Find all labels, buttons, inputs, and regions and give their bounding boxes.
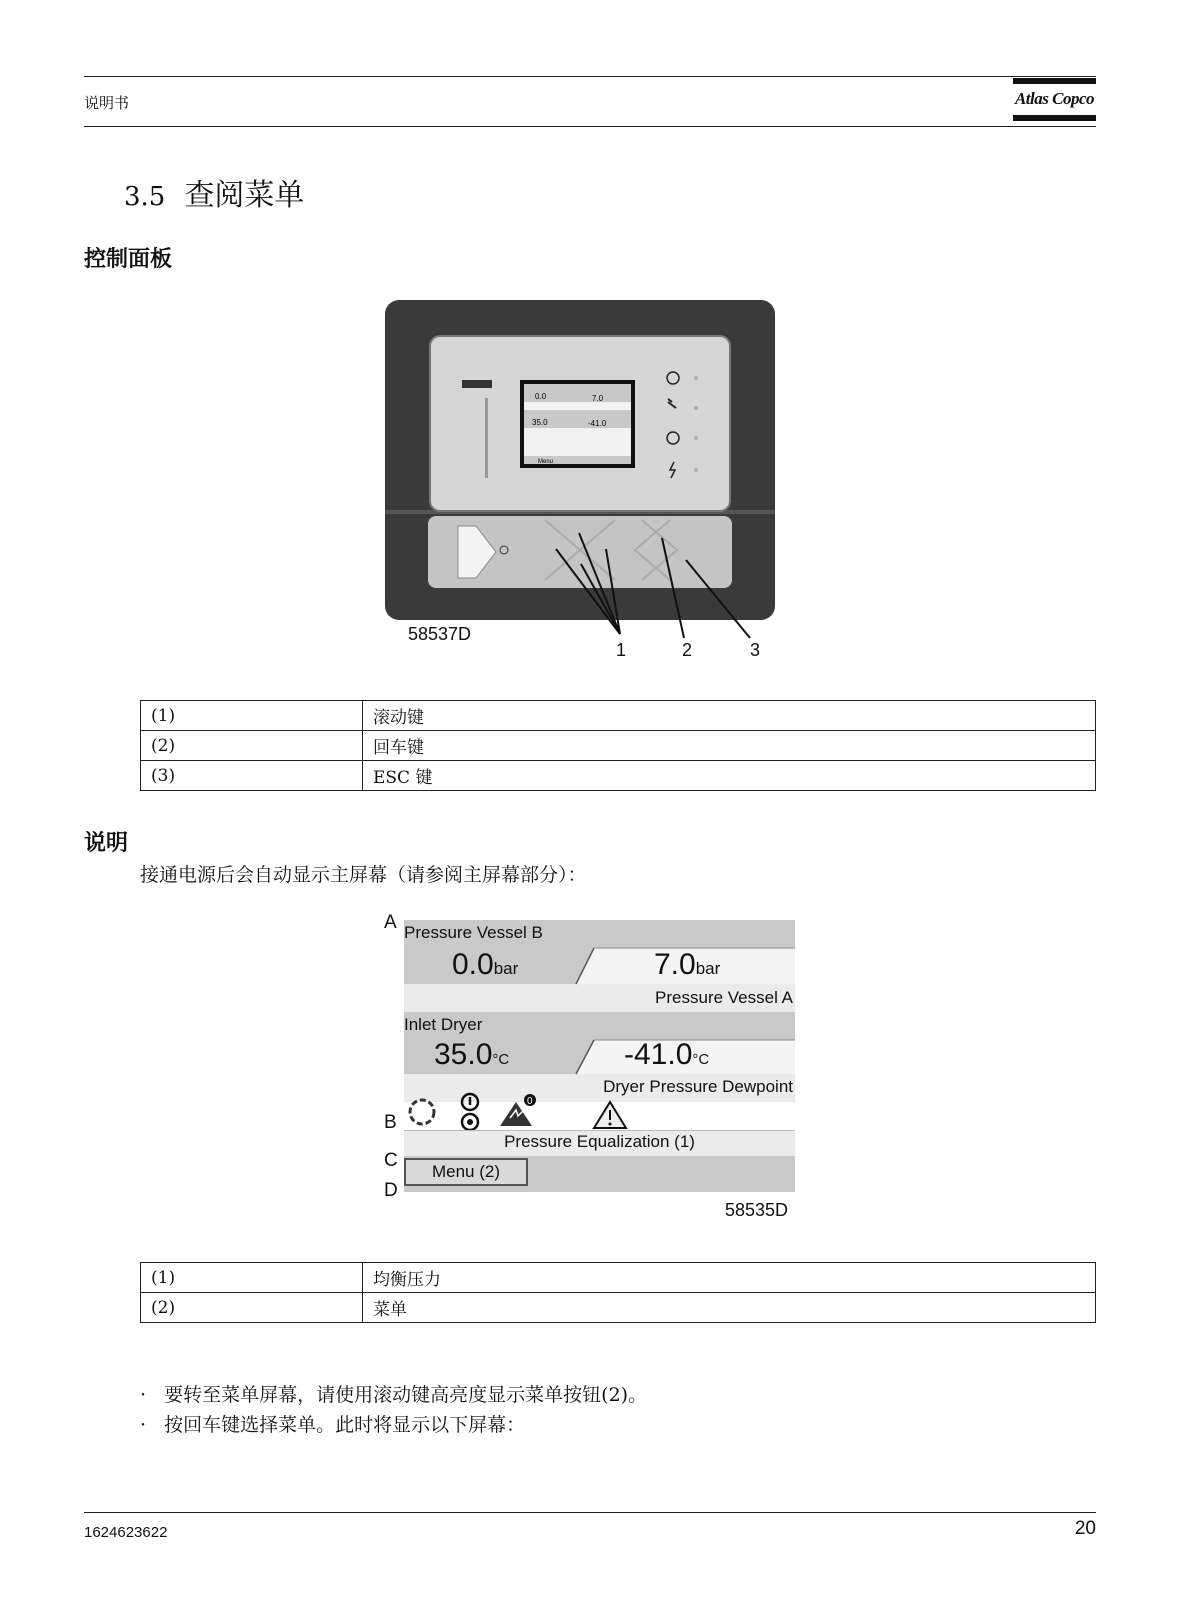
dewpoint-label: Dryer Pressure Dewpoint — [603, 1077, 793, 1096]
vessel-b-unit: bar — [493, 959, 519, 978]
vessel-b-label: Pressure Vessel B — [404, 923, 543, 942]
status-text: Pressure Equalization (1) — [504, 1132, 695, 1151]
vessel-a-value: 7.0 — [654, 948, 696, 981]
table-row: (3) ESC 键 — [141, 761, 1096, 791]
start-stop-icon — [462, 1094, 478, 1130]
row-label-c: C — [384, 1150, 398, 1171]
icon-badge: 0 — [527, 1096, 533, 1107]
intro-paragraph: 接通电源后会自动显示主屏幕（请参阅主屏幕部分）： — [140, 864, 587, 886]
table-row: (1) 均衡压力 — [141, 1263, 1096, 1293]
mini-row1b-value: 7.0 — [592, 394, 604, 403]
dewpoint-unit: °C — [692, 1051, 710, 1068]
legend-table-screen — [140, 1262, 1096, 1323]
mountain-warning-icon — [500, 1094, 536, 1126]
callout-3: 3 — [750, 640, 761, 660]
header-rule-top — [84, 76, 1096, 77]
list-item: · 按回车键选择菜单。此时将显示以下屏幕： — [140, 1414, 526, 1436]
mini-row2b-value: -41.0 — [588, 419, 607, 428]
doc-number: 1624623622 — [84, 1524, 168, 1541]
table-row: (1) 滚动键 — [141, 701, 1096, 731]
table-row: (2) 菜单 — [141, 1293, 1096, 1323]
loading-circle-icon — [410, 1100, 434, 1124]
mini-row1-value: 0.0 — [535, 392, 547, 401]
dryer-unit: °C — [492, 1051, 510, 1068]
callout-2: 2 — [682, 640, 693, 660]
vessel-a-reading — [654, 948, 720, 982]
dryer-label: Inlet Dryer — [404, 1015, 483, 1034]
vessel-b-reading — [452, 948, 518, 982]
section-title — [124, 170, 304, 214]
main-screen-figure — [404, 920, 795, 1214]
list-item: · 要转至菜单屏幕，请使用滚动键高亮度显示菜单按钮(2)。 — [140, 1384, 648, 1406]
row-label-a: A — [384, 912, 397, 933]
mini-row2-value: 35.0 — [532, 418, 548, 427]
legend-table-keys — [140, 700, 1096, 791]
header-rule-bottom — [84, 126, 1096, 127]
vessel-a-label: Pressure Vessel A — [655, 988, 793, 1007]
vessel-b-value: 0.0 — [452, 948, 494, 981]
subheading-control-panel: 控制面板 — [84, 246, 173, 272]
panel-figure-code: 58537D — [408, 624, 472, 644]
table-row: (2) 回车键 — [141, 731, 1096, 761]
atlas-copco-logo: Atlas Copco — [1013, 78, 1096, 125]
page-number: 20 — [1074, 1518, 1096, 1539]
mini-menu-label: Menu — [538, 459, 554, 465]
row-label-d: D — [384, 1180, 398, 1201]
row-label-b: B — [384, 1112, 397, 1133]
section-title-text: 查阅菜单 — [184, 178, 305, 213]
menu-button[interactable]: Menu (2) — [404, 1158, 528, 1186]
warning-triangle-icon — [594, 1102, 626, 1128]
callout-1: 1 — [616, 640, 627, 660]
dewpoint-value: -41.0 — [624, 1038, 693, 1071]
dryer-reading — [434, 1038, 509, 1072]
vessel-a-unit: bar — [695, 959, 721, 978]
dewpoint-reading — [624, 1038, 709, 1072]
footer-rule — [84, 1512, 1096, 1513]
doc-type-label: 说明书 — [84, 94, 130, 112]
subheading-description: 说明 — [84, 830, 129, 856]
control-panel-figure — [380, 298, 800, 668]
section-number: 3.5 — [124, 182, 166, 212]
screen-figure-code: 58535D — [725, 1200, 789, 1220]
dryer-value: 35.0 — [434, 1038, 493, 1071]
